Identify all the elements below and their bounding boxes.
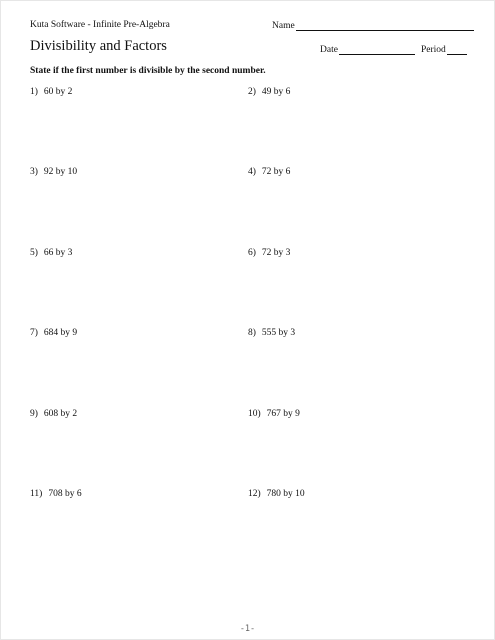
- software-label: Kuta Software - Infinite Pre-Algebra: [30, 20, 170, 30]
- problem-number: 12): [248, 489, 261, 499]
- problem-number: 7): [30, 328, 38, 338]
- problem-number: 2): [248, 87, 256, 97]
- problem-number: 10): [248, 409, 261, 419]
- period-blank-line[interactable]: [447, 44, 467, 55]
- worksheet-title: Divisibility and Factors: [30, 38, 167, 54]
- problem-item: [248, 328, 295, 338]
- problem-number: 4): [248, 167, 256, 177]
- problem-item: [248, 409, 300, 419]
- problem-item: [248, 87, 290, 97]
- problem-item: [30, 87, 72, 97]
- problem-number: 6): [248, 248, 256, 258]
- problem-text: 60 by 2: [43, 87, 73, 97]
- problem-item: [248, 248, 290, 258]
- problem-text: 72 by 6: [261, 167, 291, 177]
- period-label: Period: [420, 45, 446, 55]
- problem-item: [30, 409, 77, 419]
- problem-text: 767 by 9: [266, 409, 300, 419]
- problem-text: 708 by 6: [48, 489, 82, 499]
- problem-number: 5): [30, 248, 38, 258]
- date-blank-line[interactable]: [339, 44, 415, 55]
- problem-text: 49 by 6: [261, 87, 291, 97]
- problem-number: 8): [248, 328, 256, 338]
- problem-item: [248, 489, 305, 499]
- problem-text: 608 by 2: [43, 409, 78, 419]
- problem-item: [248, 167, 290, 177]
- problem-number: 11): [30, 489, 43, 499]
- page-number: -1-: [239, 624, 256, 634]
- problem-text: 684 by 9: [43, 328, 78, 338]
- problem-text: 66 by 3: [43, 248, 73, 258]
- date-period-field: [320, 44, 467, 55]
- name-field[interactable]: [272, 20, 474, 31]
- name-blank-line[interactable]: [296, 20, 474, 31]
- date-label: Date: [320, 45, 338, 55]
- problem-item: [30, 328, 77, 338]
- problem-item: [30, 489, 82, 499]
- instructions: State if the first number is divisible by the second number.: [30, 66, 266, 76]
- problem-text: 555 by 3: [261, 328, 296, 338]
- problem-item: [30, 248, 72, 258]
- problem-text: 780 by 10: [266, 489, 305, 499]
- problem-number: 1): [30, 87, 38, 97]
- problem-text: 92 by 10: [43, 167, 78, 177]
- problem-number: 9): [30, 409, 38, 419]
- problem-text: 72 by 3: [261, 248, 291, 258]
- problem-item: [30, 167, 77, 177]
- problem-number: 3): [30, 167, 38, 177]
- name-label: Name: [272, 21, 295, 31]
